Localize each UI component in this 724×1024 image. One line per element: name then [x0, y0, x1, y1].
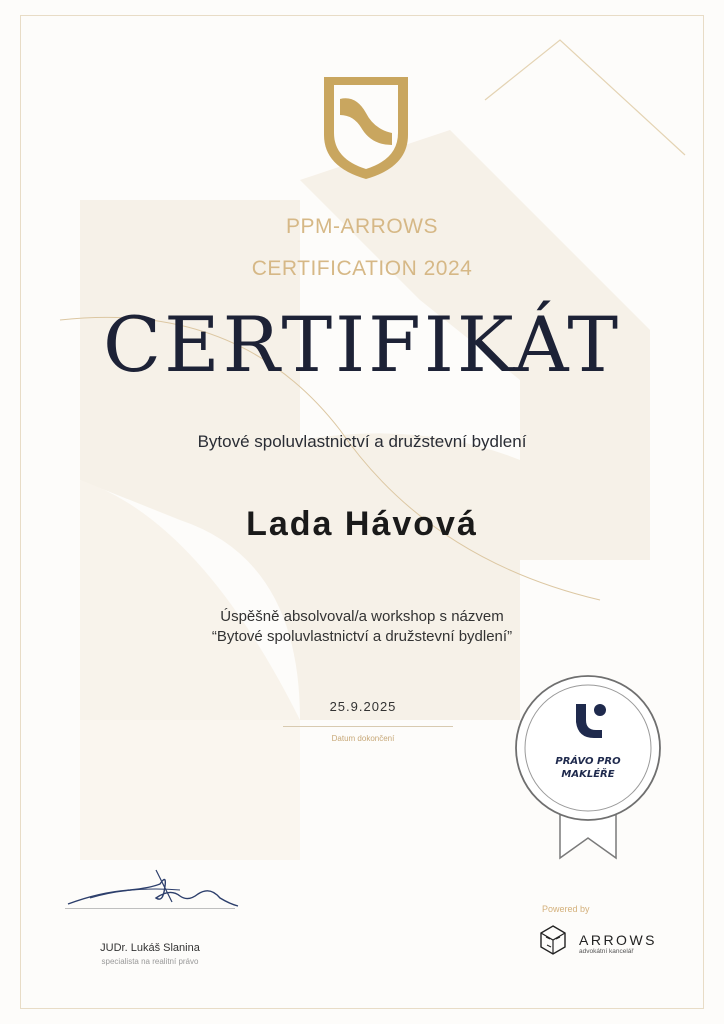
sponsor-name: ARROWS	[579, 932, 657, 948]
date-divider	[283, 726, 453, 727]
sponsor-subtitle: advokátní kancelář	[579, 948, 634, 955]
award-rosette-icon	[508, 668, 668, 863]
course-name: Bytové spoluvlastnictví a družstevní bydlení	[197, 432, 527, 451]
signature-line	[65, 908, 235, 909]
signer-name: JUDr. Lukáš Slanina	[100, 942, 200, 954]
recipient-name: Lada Hávová	[246, 505, 478, 543]
certificate-title: CERTIFIKÁT	[102, 300, 622, 389]
seal-line-1: PRÁVO PRO	[555, 756, 621, 767]
arrows-cube-logo-icon	[540, 925, 566, 955]
date-caption: Datum dokončení	[331, 734, 395, 743]
seal-line-2: MAKLÉŘE	[561, 769, 615, 780]
program-name: PPM-ARROWS	[286, 215, 438, 238]
completion-statement: Úspěšně absolvoval/a workshop s názvem	[220, 608, 504, 625]
powered-by-label: Powered by	[542, 904, 590, 914]
signature-scribble	[60, 862, 240, 922]
signer-title: specialista na realitní právo	[101, 957, 199, 966]
program-year: CERTIFICATION 2024	[251, 257, 473, 280]
gold-shield-logo-icon	[322, 75, 410, 181]
completion-date: 25.9.2025	[329, 699, 397, 714]
workshop-title: “Bytové spoluvlastnictví a družstevní bydlení”	[211, 628, 513, 645]
